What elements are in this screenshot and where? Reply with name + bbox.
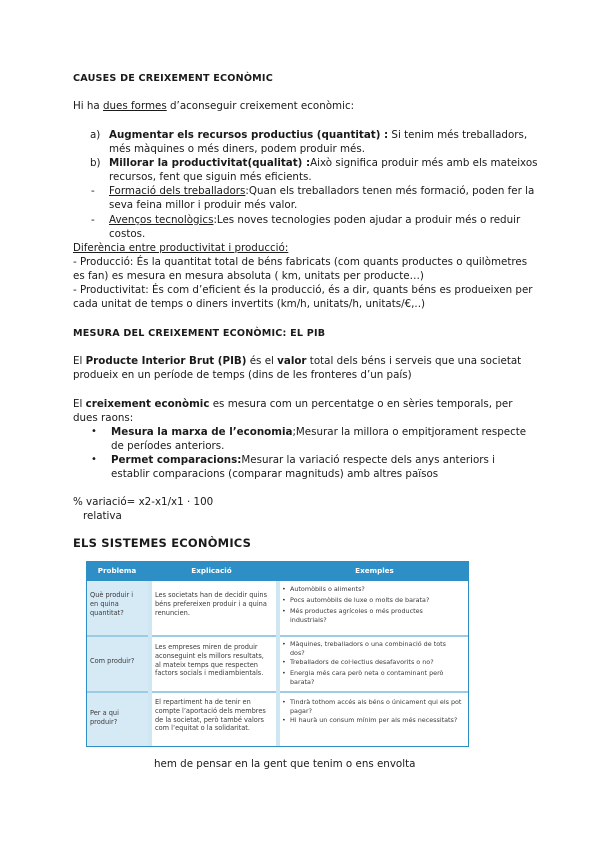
intro-text-pre: Hi ha [73, 100, 103, 112]
example-item: Màquines, treballadors o una combinació de tots dos? [290, 640, 446, 657]
table-header-cell: Explicació [191, 566, 232, 575]
bullet-icon: • [91, 454, 97, 465]
pib-definition [73, 354, 521, 369]
list-marker: b) [90, 157, 101, 169]
pib-bold-term: Producte Interior Brut (PIB) [85, 355, 247, 367]
list-item-productivity [109, 156, 538, 171]
example-item: Tindrà tothom accés als béns o únicament qui els pot pagar? [290, 698, 462, 715]
example-item: Energia més cara però neta o contaminant però barata? [290, 669, 444, 686]
bullet-icon: • [282, 607, 286, 615]
example-item: Pocs automòbils de luxe o molts de barata? [290, 596, 430, 604]
bullet-bold: Mesura la marxa de l’economia [111, 426, 293, 438]
table-header-cell: Problema [97, 566, 137, 575]
explanation-text: Les societats han de decidir quins béns prefereixen produir i a quina renuncien. [155, 591, 268, 617]
bullet-icon: • [282, 716, 286, 724]
table-header-cell: Exemples [355, 566, 394, 575]
bullet-text: ;Mesurar la millora o empitjorament respecte [292, 426, 527, 438]
bullet-icon: • [282, 585, 286, 593]
example-item: Automòbils o aliments? [290, 585, 365, 593]
difference-line: cada unitat de temps o diners invertits (km/h, unitats/h, unitats/€,..) [73, 298, 425, 310]
growth-bold-term: creixement econòmic [85, 398, 210, 410]
pib-text: total dels béns i serveis que una societat [306, 355, 522, 367]
section-title-pib: MESURA DEL CREIXEMENT ECONÒMIC: EL PIB [73, 328, 326, 339]
list-item-bold: Millorar la productivitat(qualitat) : [109, 157, 311, 169]
difference-line: - Producció: És la quantitat total de béns fabricats (com quants productes o quilòmetres [73, 256, 528, 268]
formula-subscript: relativa [83, 510, 122, 522]
bullet-text: Mesurar la variació respecte dels anys anteriors i [241, 454, 496, 466]
pib-bold-value: valor [277, 355, 307, 367]
list-item-text: :Quan els treballadors tenen més formació, poden fer la [245, 185, 535, 197]
economic-systems-table [86, 561, 469, 747]
bullet-icon: • [282, 698, 286, 706]
list-marker: - [91, 185, 95, 197]
list-marker: - [91, 214, 95, 226]
section-title-systems: ELS SISTEMES ECONÒMICS [73, 536, 252, 550]
list-item-training [109, 184, 534, 199]
list-item-bold: Augmentar els recursos productius (quantitat) : [109, 129, 389, 141]
intro-text-post: d’aconseguir creixement econòmic: [166, 100, 355, 112]
list-item-text-cont: recursos, fent que siguin més eficients. [109, 171, 312, 183]
example-item: Hi haurà un consum mínim per als més necessitats? [290, 716, 458, 724]
table-caption: hem de pensar en la gent que tenim o ens envolta [154, 758, 416, 770]
intro-paragraph [73, 99, 354, 114]
difference-title: Diferència entre productivitat i producció: [73, 242, 289, 254]
bullet-text-cont: establir comparacions (comparar magnituds) amb altres països [111, 468, 439, 480]
bullet-icon: • [91, 426, 97, 437]
growth-text: El [73, 398, 86, 410]
explanation-text: Les empreses miren de produir aconseguint els millors resultats, al mateix temps que respecten factors socials i mediambientals. [155, 643, 264, 678]
list-item-technology [109, 213, 520, 228]
bullet-text-cont: de períodes anteriors. [111, 440, 225, 452]
bullet-bold: Permet comparacions: [111, 454, 242, 466]
list-item-text: Si tenim més treballadors, [388, 129, 528, 141]
list-marker: a) [90, 129, 101, 141]
difference-line: es fan) es mesura en mesura absoluta ( km, unitats per producte…) [73, 270, 424, 282]
table-border [86, 561, 469, 747]
example-item: Més productes agrícoles o més productes industrials? [290, 607, 423, 624]
bullet-item-compare [111, 453, 495, 468]
growth-paragraph-cont: dues raons: [73, 412, 134, 424]
bullet-item-measure [111, 425, 526, 440]
bullet-icon: • [282, 596, 286, 604]
list-item-underlined: Avenços tecnològics [109, 214, 214, 226]
problem-text: Com produir? [90, 657, 135, 665]
intro-text-underlined: dues formes [103, 100, 167, 112]
growth-text: es mesura com un percentatge o en sèries temporals, per [209, 398, 513, 410]
difference-line: - Productivitat: És com d’eficient és la producció, és a dir, quants béns es produeixen per [73, 284, 533, 296]
example-item: Treballadors de col·lectius desafavorits o no? [290, 658, 434, 666]
list-item-quantity [109, 128, 527, 143]
section-title-causes: CAUSES DE CREIXEMENT ECONÒMIC [73, 73, 273, 84]
list-item-text-cont: més màquines o més diners, podem produir més. [109, 143, 366, 155]
growth-paragraph [73, 397, 512, 412]
list-item-underlined: Formació dels treballadors [109, 185, 246, 197]
bullet-icon: • [282, 658, 286, 666]
pib-text: El [73, 355, 86, 367]
problem-text: Què produir i en quina quantitat? [90, 591, 134, 617]
list-item-text: :Les noves tecnologies poden ajudar a produir més o reduir [213, 214, 521, 226]
explanation-text: El repartiment ha de tenir en compte l’aportació dels membres de la societat, però també valors com l’equitat o la solidaritat. [155, 698, 266, 733]
bullet-icon: • [282, 669, 286, 677]
problem-text: Per a qui produir? [90, 709, 119, 726]
pib-text: és el [246, 355, 278, 367]
formula: % variació= x2-x1/x1 · 100 [73, 496, 214, 508]
bullet-icon: • [282, 640, 286, 648]
list-item-text-cont: seva feina millor i produir més valor. [109, 199, 298, 211]
pib-definition-cont: produeix en un període de temps (dins de les fronteres d’un país) [73, 369, 412, 381]
list-item-text: Això significa produir més amb els mateixos [310, 157, 538, 169]
list-item-text-cont: costos. [109, 228, 146, 240]
